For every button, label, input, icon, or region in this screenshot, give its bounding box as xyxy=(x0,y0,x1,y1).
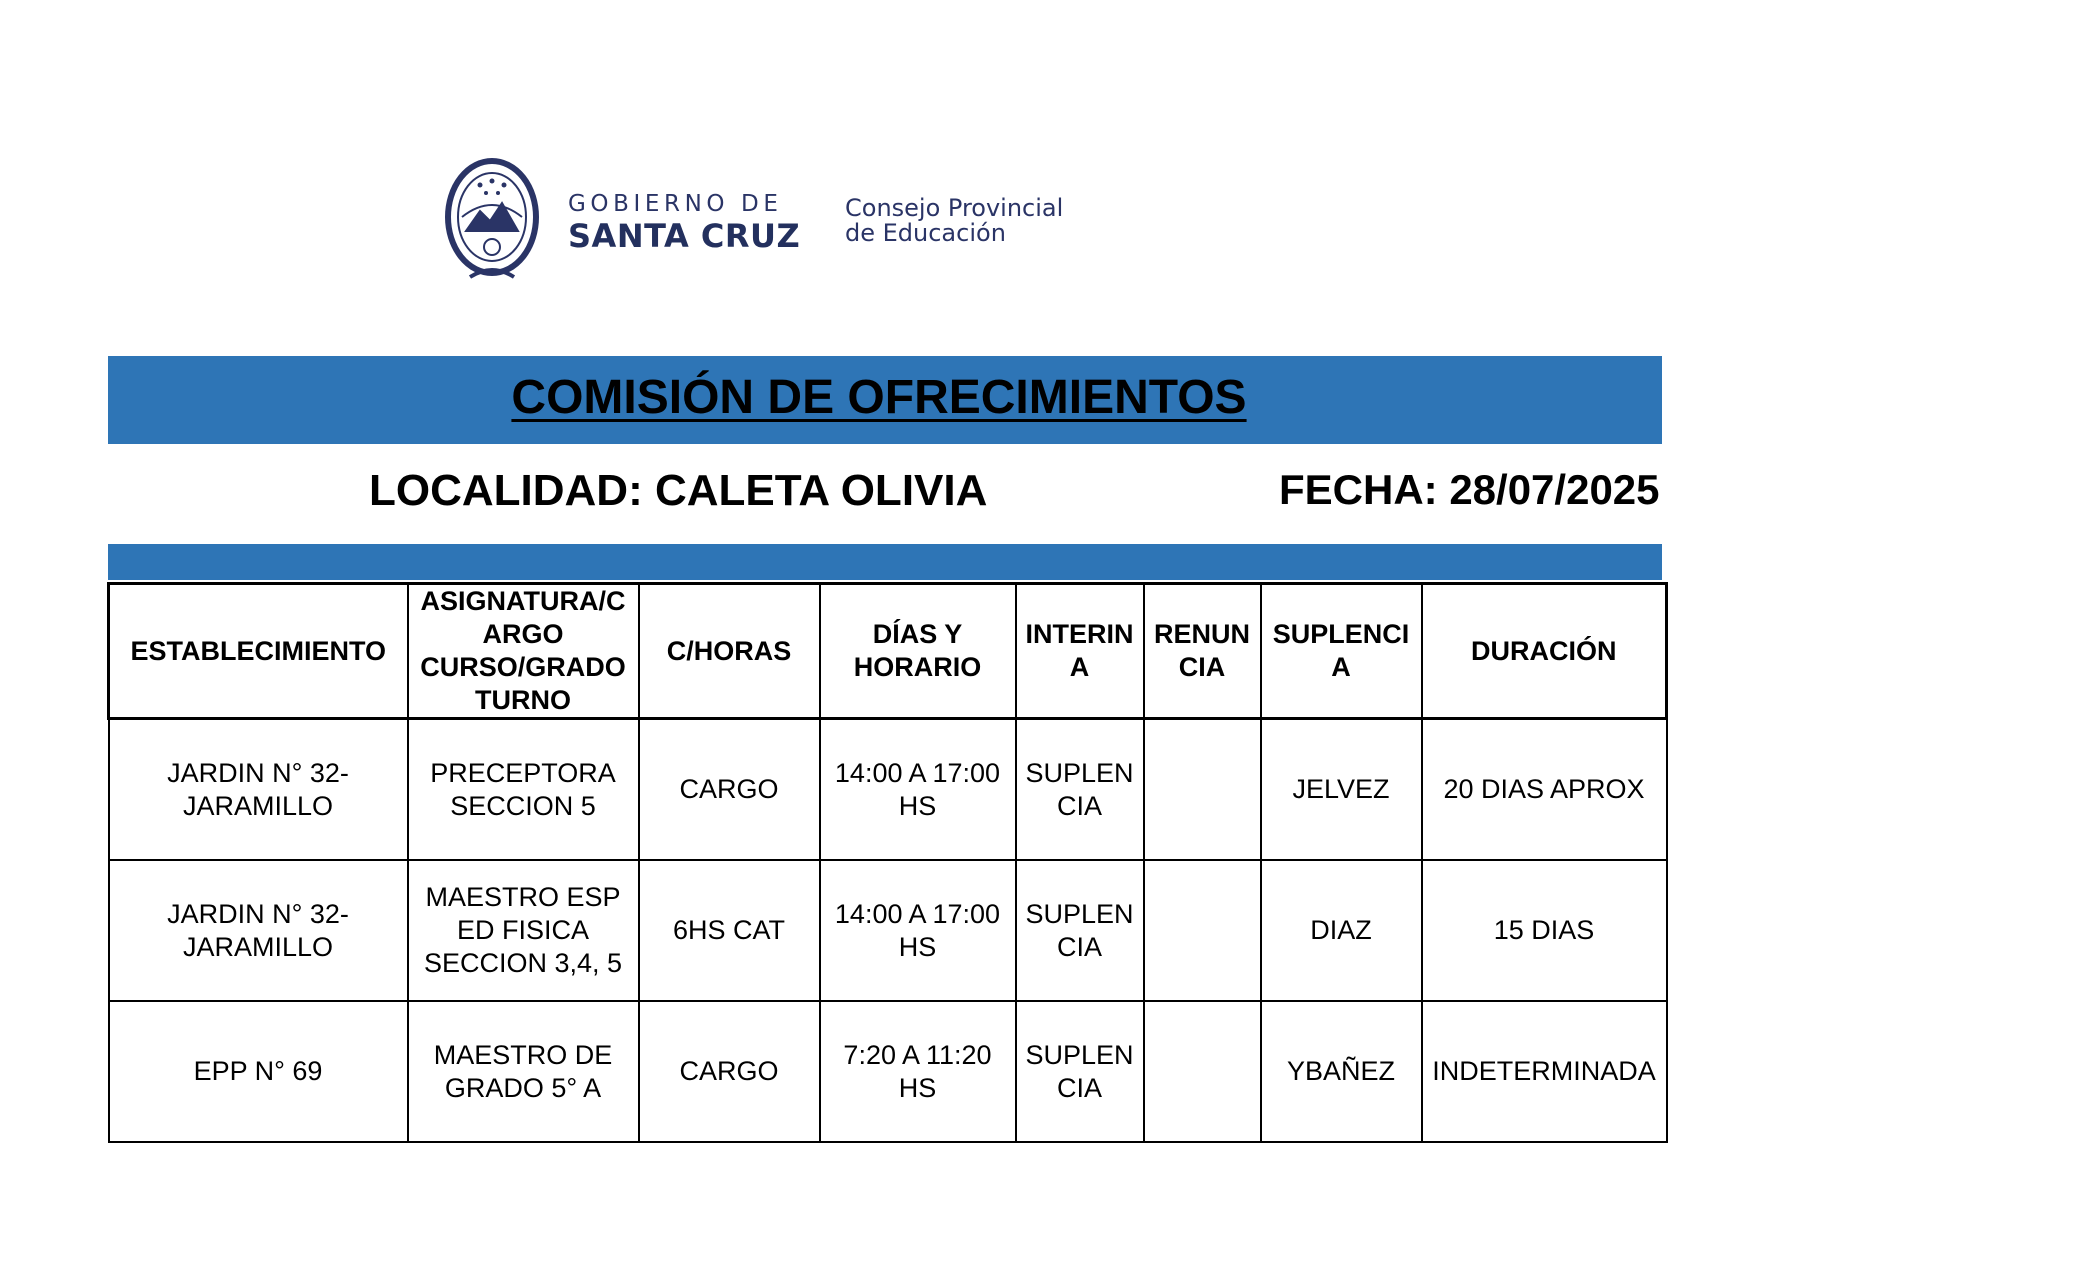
cell-interina xyxy=(1016,860,1144,1001)
cell-line: DIAZ xyxy=(1310,915,1372,945)
header-line: ESTABLECIMIENTO xyxy=(130,635,386,666)
cell-asignatura xyxy=(408,1001,639,1142)
header-line: CIA xyxy=(1178,652,1226,682)
header-line: SUPLENCI xyxy=(1272,619,1410,649)
consejo-line1: Consejo Provincial xyxy=(845,194,1064,222)
cell-line: 7:20 A 11:20 xyxy=(843,1039,992,1070)
cell-c-horas xyxy=(639,719,820,861)
header-dias-horario xyxy=(820,584,1016,719)
cell-line: SECCION 5 xyxy=(450,790,596,821)
cell-c-horas xyxy=(639,860,820,1001)
cell-dias-horario xyxy=(820,1001,1016,1142)
cell-line: HS xyxy=(898,1072,937,1103)
header-duracion xyxy=(1422,584,1667,719)
cell-dias-horario xyxy=(820,860,1016,1001)
table-body xyxy=(109,719,1667,1143)
table-top-band xyxy=(108,544,1662,580)
cell-line: GRADO 5° A xyxy=(444,1072,602,1103)
header-line: INTERIN xyxy=(1025,619,1134,649)
header-line: C/HORAS xyxy=(666,635,792,666)
localidad-label: LOCALIDAD: CALETA OLIVIA xyxy=(369,466,988,515)
header-suplencia xyxy=(1261,584,1422,719)
cell-renuncia xyxy=(1144,860,1261,1001)
table-row xyxy=(109,719,1667,861)
cell-line: CIA xyxy=(1056,1072,1102,1103)
consejo-line2: de Educación xyxy=(845,219,1006,247)
cell-line: JARAMILLO xyxy=(182,931,334,962)
cell-line: SUPLEN xyxy=(1025,1039,1134,1070)
cell-line: 14:00 A 17:00 xyxy=(834,757,1001,788)
cell-duracion xyxy=(1422,1001,1667,1142)
cell-line: CIA xyxy=(1056,931,1102,962)
cell-line: MAESTRO ESP xyxy=(425,882,621,912)
cell-line: INDETERMINADA xyxy=(1432,1056,1656,1086)
header-interina xyxy=(1016,584,1144,719)
table-header-row xyxy=(109,584,1667,719)
header-line: ARGO xyxy=(482,619,564,649)
cell-dias-horario xyxy=(820,719,1016,861)
page-title-text: COMISIÓN DE OFRECIMIENTOS xyxy=(511,371,1247,424)
cell-line: JARDIN N° 32- xyxy=(167,898,349,929)
cell-line: ED FISICA xyxy=(456,915,590,945)
cell-line: CARGO xyxy=(679,774,779,804)
cell-establecimiento xyxy=(109,860,408,1001)
cell-renuncia xyxy=(1144,1001,1261,1142)
header-line: HORARIO xyxy=(853,652,982,682)
header-line: TURNO xyxy=(475,685,571,715)
cell-line: EPP N° 69 xyxy=(193,1056,323,1086)
cell-interina xyxy=(1016,1001,1144,1142)
cell-line: JARDIN N° 32- xyxy=(167,757,349,788)
cell-line: YBAÑEZ xyxy=(1286,1056,1396,1086)
cell-line: CIA xyxy=(1056,790,1102,821)
cell-duracion xyxy=(1422,719,1667,861)
cell-line: HS xyxy=(898,931,937,962)
title-band xyxy=(108,356,1662,444)
cell-asignatura xyxy=(408,719,639,861)
fecha-label: FECHA: 28/07/2025 xyxy=(1279,466,1660,513)
cell-line: 6HS CAT xyxy=(672,915,786,945)
cell-suplencia xyxy=(1261,1001,1422,1142)
header-line: RENUN xyxy=(1153,619,1250,649)
gov-line1: GOBIERNO DE xyxy=(568,191,783,217)
header-line: DÍAS Y xyxy=(872,619,963,649)
cell-c-horas xyxy=(639,1001,820,1142)
cell-line: SUPLEN xyxy=(1025,898,1134,929)
header-c-horas xyxy=(639,584,820,719)
provincial-seal-icon xyxy=(440,155,544,285)
cell-line: PRECEPTORA xyxy=(430,757,616,788)
cell-line: MAESTRO DE xyxy=(433,1039,613,1070)
header-line: A xyxy=(1069,652,1090,682)
cell-asignatura xyxy=(408,860,639,1001)
header-asignatura xyxy=(408,584,639,719)
cell-establecimiento xyxy=(109,719,408,861)
cell-suplencia xyxy=(1261,860,1422,1001)
cell-line: 14:00 A 17:00 xyxy=(834,898,1001,929)
table-row xyxy=(109,1001,1667,1142)
cell-line: JELVEZ xyxy=(1292,774,1390,804)
cell-establecimiento xyxy=(109,1001,408,1142)
ofrecimientos-table xyxy=(107,582,1668,1143)
cell-line: SUPLEN xyxy=(1025,757,1134,788)
cell-line: JARAMILLO xyxy=(182,790,334,821)
gov-line2: SANTA CRUZ xyxy=(568,217,801,255)
consejo-label xyxy=(845,196,1063,246)
header-line: CURSO/GRADO xyxy=(420,652,626,682)
table-row xyxy=(109,860,1667,1001)
cell-suplencia xyxy=(1261,719,1422,861)
cell-interina xyxy=(1016,719,1144,861)
cell-duracion xyxy=(1422,860,1667,1001)
header-line: DURACIÓN xyxy=(1471,635,1617,666)
header-establecimiento xyxy=(109,584,408,719)
cell-line: SECCION 3,4, 5 xyxy=(423,948,623,978)
cell-line: 15 DIAS xyxy=(1493,915,1595,945)
page-title xyxy=(108,370,1662,425)
cell-renuncia xyxy=(1144,719,1261,861)
header-renuncia xyxy=(1144,584,1261,719)
logo-gobierno-santa-cruz xyxy=(440,155,1080,285)
cell-line: 20 DIAS APROX xyxy=(1443,774,1645,804)
header-line: A xyxy=(1331,652,1351,682)
cell-line: HS xyxy=(898,790,937,821)
header-line: ASIGNATURA/C xyxy=(420,586,626,616)
cell-line: CARGO xyxy=(679,1056,779,1086)
